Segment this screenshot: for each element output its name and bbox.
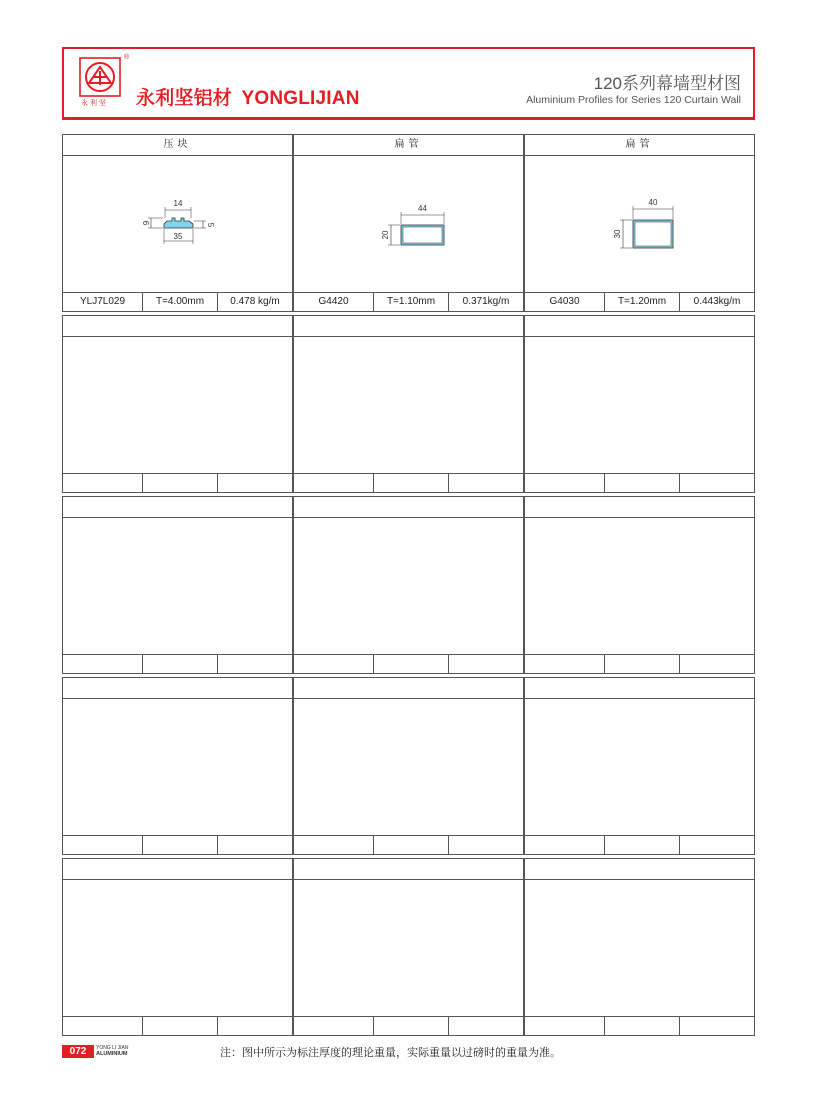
profile-thickness: T=4.00mm	[143, 293, 218, 311]
profile-drawing	[63, 155, 292, 293]
brand-name-cn: 永利坚铝材	[136, 88, 233, 109]
registered-mark: ®	[124, 54, 130, 61]
footer-brand-line2: ALUMINIUM	[96, 1051, 128, 1057]
brand-name	[136, 83, 360, 110]
dim-left-label: 20	[381, 230, 390, 240]
footer-brand-line1: YONG LI JIAN	[96, 1045, 129, 1051]
footer-note: 注：图中所示为标注厚度的理论重量，实际重量以过磅时的重量为准。	[220, 1047, 561, 1059]
profile-specs	[525, 292, 754, 311]
empty-profile-cell	[524, 496, 755, 674]
profile-weight: 0.478 kg/m	[230, 296, 280, 307]
profile-name: 扁管	[294, 135, 523, 156]
profile-code: YLJ7L029	[63, 293, 143, 311]
profile-specs	[294, 292, 523, 311]
profile-drawing	[525, 155, 754, 293]
dim-left-label: 9	[142, 220, 151, 226]
profile-name: 压块	[63, 135, 292, 156]
footer-brand	[96, 1045, 129, 1057]
page-number: 072	[62, 1045, 94, 1058]
profile-cell	[524, 134, 755, 312]
empty-profile-cell	[293, 677, 524, 855]
profile-thickness: T=1.10mm	[374, 293, 449, 311]
page-header	[62, 47, 755, 117]
empty-profile-cell	[62, 315, 293, 493]
empty-profile-cell	[293, 315, 524, 493]
profile-weight: 0.443kg/m	[693, 296, 741, 307]
profile-code: G4420	[294, 293, 374, 311]
profile-cell	[62, 134, 293, 312]
page-title: 120系列幕墙型材图	[593, 74, 741, 93]
header-rule	[62, 117, 755, 120]
empty-profile-cell	[524, 677, 755, 855]
logo-caption: 永 利 坚	[81, 100, 106, 107]
dim-left-label: 30	[613, 229, 622, 239]
profile-drawing	[294, 155, 523, 293]
profile-thickness: T=1.20mm	[605, 293, 680, 311]
empty-profile-cell	[62, 858, 293, 1036]
empty-profile-cell	[524, 858, 755, 1036]
empty-profile-cell	[62, 677, 293, 855]
pressure-block-drawing	[63, 155, 292, 293]
dim-top-label: 40	[648, 198, 658, 207]
brand-logo	[79, 57, 121, 107]
profile-name: 扁管	[525, 135, 754, 156]
profile-weight: 0.371kg/m	[462, 296, 510, 307]
brand-name-en: YONGLIJIAN	[241, 88, 360, 109]
dim-top-label: 14	[173, 199, 183, 208]
empty-profile-cell	[293, 496, 524, 674]
profile-specs	[63, 292, 292, 311]
profile-cell	[293, 134, 524, 312]
empty-profile-cell	[524, 315, 755, 493]
page-subtitle: Aluminium Profiles for Series 120 Curtain Wall	[526, 94, 741, 106]
dim-bottom-label: 35	[173, 232, 183, 241]
empty-profile-cell	[62, 496, 293, 674]
profile-code: G4030	[525, 293, 605, 311]
dim-top-label: 44	[418, 204, 427, 213]
dim-right-label: 5	[206, 222, 215, 228]
flat-tube-drawing	[525, 155, 754, 293]
empty-profile-cell	[293, 858, 524, 1036]
flat-tube-drawing	[294, 155, 523, 293]
